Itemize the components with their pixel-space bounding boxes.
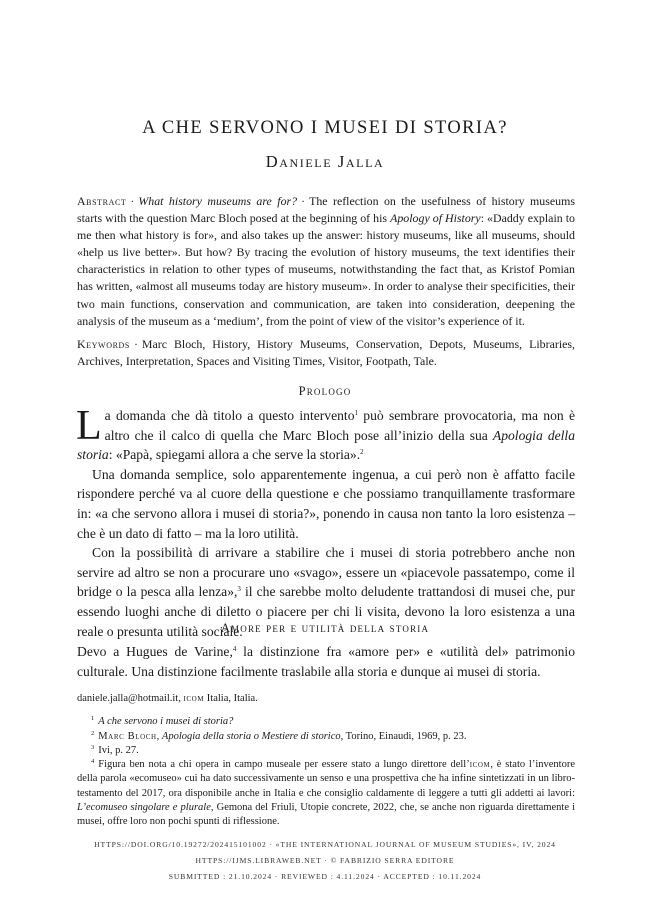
keywords (77, 336, 575, 370)
abstract-text-2: : «Daddy explain to me then what history is for», and also takes up the answer: history museums, like all museums, should «help us live better». But how? By tracing the evolution of history museums, the text identifies their characteristics in relation to other types of museums, notwithstanding the fact that, as Kristof Pomian has written, «almost all museums today are history museum». In order to analyse their specificities, their two main functions, conservation and communication, are taken into consideration, deepening the analysis of the museum as a ‘medium’, from the point of view of the visitor’s experience of it. (77, 211, 575, 328)
abstract-label: Abstract (77, 194, 127, 208)
footnote-ref[interactable]: 2 (360, 448, 364, 457)
footer-website-line[interactable]: HTTPS://IJMS.LIBRAWEB.NET · © FABRIZIO SERRA EDITORE (195, 856, 455, 865)
footer-doi-line[interactable]: HTTPS://DOI.ORG/10.19272/202415101002 · «THE INTERNATIONAL JOURNAL OF MUSEUM STUDIES», IV, 2024 (94, 840, 556, 849)
paragraph (76, 403, 575, 465)
section-prologo-body (76, 403, 575, 641)
article-title: A CHE SERVONO I MUSEI DI STORIA? (142, 118, 508, 138)
footnote-number: 3 (91, 743, 95, 751)
organization: icom (183, 693, 205, 704)
footnote-number: 1 (91, 715, 95, 723)
footnote-text: A che servono i musei di storia? (98, 716, 234, 728)
section-amore-body (77, 642, 575, 681)
abstract (77, 193, 575, 330)
footnote-text: Figura ben nota a chi opera in campo museale per essere stato a lungo direttore dell’ (98, 759, 470, 771)
footnote-ref[interactable]: 4 (232, 645, 237, 653)
author-affiliation (77, 692, 575, 706)
keywords-text: Marc Bloch, History, History Museums, Conservation, Depots, Museums, Libraries, Archives, Interpretation, Spaces and Visiting Times, Visitor, Footpath, Tale. (77, 337, 575, 369)
footnote-number: 2 (91, 729, 95, 737)
paragraph-text: a domanda che dà titolo a questo intervento (104, 408, 355, 423)
footnote-number: 4 (91, 758, 95, 766)
footnote-ref[interactable]: 1 (354, 409, 358, 417)
section-heading-prologo: Prologo (298, 384, 352, 398)
paragraph-text: Devo a Hugues de Varine, (77, 644, 233, 659)
keywords-label: Keywords (77, 337, 130, 351)
paragraph-text: la distinzione fra «amore per» e «utilità del» patrimonio culturale. Una distinzione facilmente traslabile alla storia e dunque ai musei di storia. (77, 644, 575, 679)
footnote-book: Apologia della storia o Mestiere di storico (161, 730, 341, 742)
author-email[interactable]: daniele.jalla@hotmail.it, (77, 693, 184, 704)
paragraph (77, 642, 575, 681)
footnote-4 (77, 758, 575, 829)
article-author: Daniele Jalla (265, 152, 385, 171)
footnote-author: Marc Bloch (98, 730, 157, 742)
paragraph: Una domanda semplice, solo apparentemente ingenua, a cui però non è affatto facile rispondere perché va al cuore della questione e che possiamo tranquillamente trasformare in: «a che servono allora i musei di storia?», ponendo in causa non tanto la loro esistenza – che è un dato di fatto – ma la loro utilità. (77, 466, 575, 541)
footnote-3 (77, 744, 575, 758)
footnotes (77, 692, 575, 830)
paragraph-text: può sembrare provocatoria, ma non è altro che il calco di quella che Marc Bloch pose all’inizio della sua (104, 408, 575, 443)
footnote-2: $^2$ Marc Bloch, Apologia della storia o Mestiere di storico, Torino, Einaudi, 1969, p. 23. (91, 729, 467, 742)
organization: icom (469, 759, 491, 771)
drop-cap: L (76, 403, 102, 449)
abstract-title-en: What history museums are for? (138, 194, 298, 208)
book-title: Apologia della storia (77, 427, 575, 463)
footnote-text: Ivi, p. 27. (98, 744, 139, 756)
paragraph-text: : «Papà, spiegami allora a che serve la storia». (108, 447, 361, 463)
footnote-text: , è stato l’inventore della parola «ecomuseo» cui ha dato successivamente un senso e una prospettiva che ha infine sintetizzati in un libro-testamento del 2017, ora disponibile anche in Italia e che consiglio caldamente di leggere a tutti gli addetti ai lavori: (77, 759, 575, 799)
abstract-separator-2: · (301, 194, 306, 208)
footnote-text: , Gemona del Friuli, Utopie concrete, 2022, che, se anche non riguarda direttamente i musei, offre loro non pochi spunti di riflessione. (77, 802, 575, 828)
paragraph-text: il che sarebbe molto deludente trattandosi di musei che, pur essendo luoghi anche di diletto o piacere per chi li visita, devono la loro esistenza a una reale o presunta utilità sociale. (77, 584, 575, 639)
paragraph-text: Con la possibilità di arrivare a stabilire che i musei di storia potrebbero anche non servire ad altro se non a procurare uno «svago», essere un «piacevole passatempo, come il bridge o la pesca alla lenza», (77, 545, 575, 600)
abstract-book: Apology of History (390, 211, 481, 226)
footnote-1 (77, 715, 575, 729)
keywords-separator: · (133, 337, 138, 351)
footnote-text: , Torino, Einaudi, 1969, p. 23. (340, 730, 467, 742)
footer-dates-line: SUBMITTED : 21.10.2024 · REVIEWED : 4.11.2024 · ACCEPTED : 10.11.2024 (168, 872, 482, 881)
abstract-text: The reflection on the usefulness of history museums starts with the question Marc Bloch posed at the beginning of his (77, 194, 575, 226)
affiliation-text: Italia, Italia. (204, 693, 258, 704)
footnote-ref[interactable]: 3 (237, 585, 241, 594)
section-heading-amore: Amore per e utilità della storia (220, 621, 430, 635)
abstract-separator: · (130, 194, 135, 208)
footnote-book: L’ecomuseo singolare e plurale (77, 802, 211, 814)
